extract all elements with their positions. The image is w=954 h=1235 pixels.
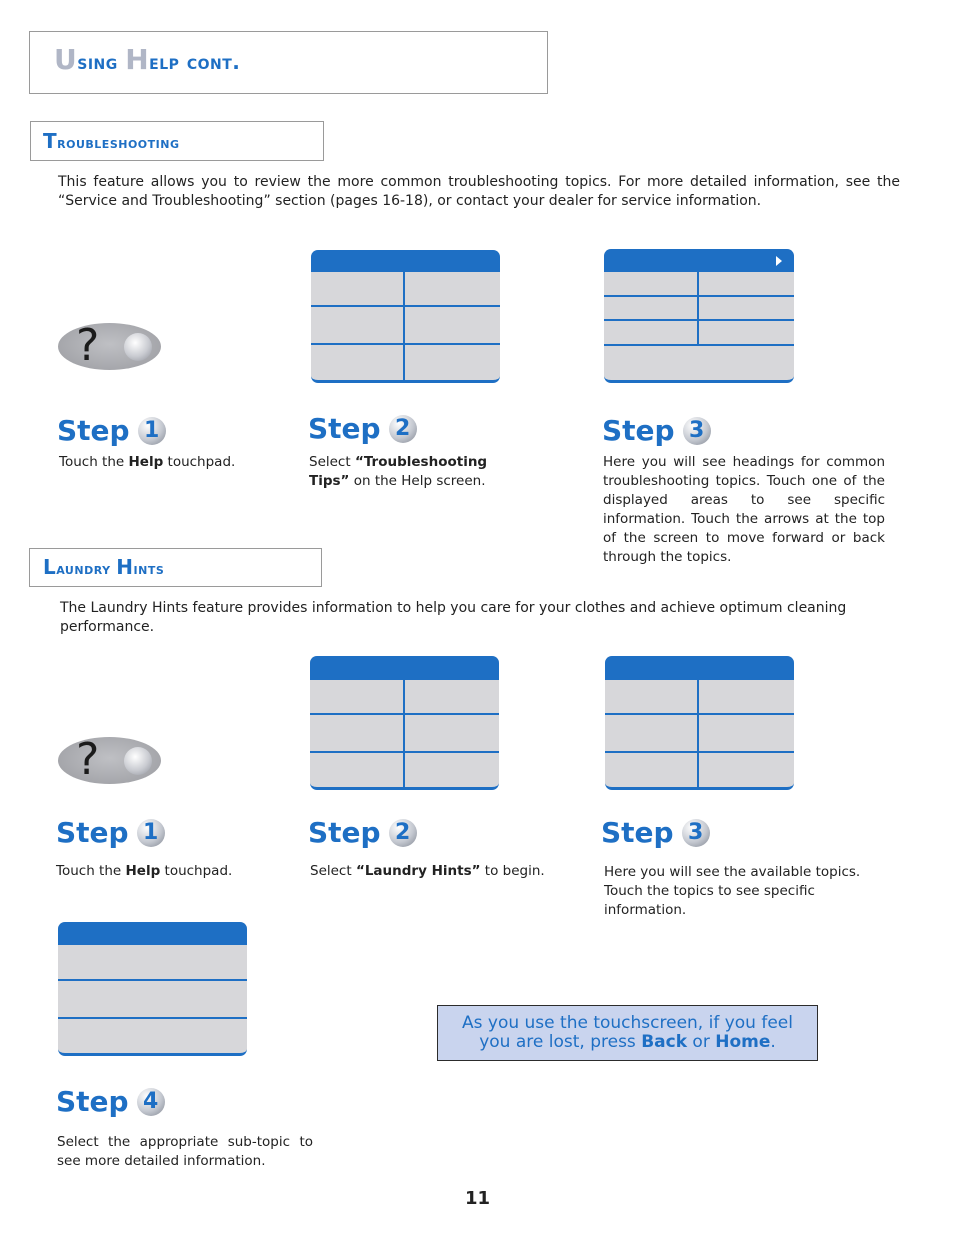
step-2-heading: Step 2 <box>308 412 417 445</box>
help-screen-diagram <box>311 250 500 383</box>
forward-arrow-icon <box>776 256 782 266</box>
troubleshooting-intro: This feature allows you to review the more common troubleshooting topics. For more detailed information, see the “Service and Troubleshooting” section (pages 16-18), or contact your dealer for service information. <box>58 174 900 209</box>
help-screen-diagram <box>310 656 499 790</box>
troubleshooting-heading: Troubleshooting <box>43 129 180 153</box>
question-mark-icon: ? <box>76 320 100 371</box>
troubleshooting-topics-screen-diagram <box>604 249 794 383</box>
page-title: Using Help cont. <box>54 43 241 76</box>
step-2-heading: Step 2 <box>308 816 417 849</box>
screen-title-bar <box>58 922 247 945</box>
step-1-description: Touch the Help touchpad. <box>59 454 236 470</box>
screen-title-bar <box>604 249 794 272</box>
step-2-description: Select “Laundry Hints” to begin. <box>310 863 545 879</box>
sub-topic-screen-diagram <box>58 922 247 1056</box>
step-4-description: Select the appropriate sub-topic to see more detailed information. <box>57 1134 313 1169</box>
screen-title-bar <box>605 656 794 680</box>
step-3-heading: Step 3 <box>602 414 711 447</box>
help-touchpad <box>58 320 161 371</box>
step-1-description: Touch the Help touchpad. <box>56 863 233 879</box>
page-number: 11 <box>465 1188 491 1209</box>
step-1-heading: Step 1 <box>57 414 166 447</box>
navigation-tip-box: As you use the touchscreen, if you feel you are lost, press Back or Home. <box>437 1005 818 1061</box>
laundry-hints-intro: The Laundry Hints feature provides information to help you care for your clothes and achieve optimum cleaning performance. <box>60 600 847 635</box>
touchpad-button-icon <box>124 747 152 775</box>
laundry-hints-heading: Laundry Hints <box>43 555 165 579</box>
touchpad-button-icon <box>124 333 152 361</box>
question-mark-icon: ? <box>76 734 100 785</box>
step-3-heading: Step 3 <box>601 816 710 849</box>
step-1-heading: Step 1 <box>56 816 165 849</box>
step-2-description: Select “Troubleshooting Tips” on the Help screen. <box>309 454 488 489</box>
step-3-description: Here you will see headings for common troubleshooting topics. Touch one of the displayed areas to see specific information. Touch the arrows at the top of the screen to move forward or back through the topics. <box>603 454 885 565</box>
laundry-topics-screen-diagram <box>605 656 794 790</box>
screen-title-bar <box>311 250 500 272</box>
step-3-description: Here you will see the available topics. Touch the topics to see specific information. <box>604 864 861 918</box>
help-touchpad <box>58 734 161 785</box>
screen-title-bar <box>310 656 499 680</box>
step-4-heading: Step 4 <box>56 1085 165 1118</box>
